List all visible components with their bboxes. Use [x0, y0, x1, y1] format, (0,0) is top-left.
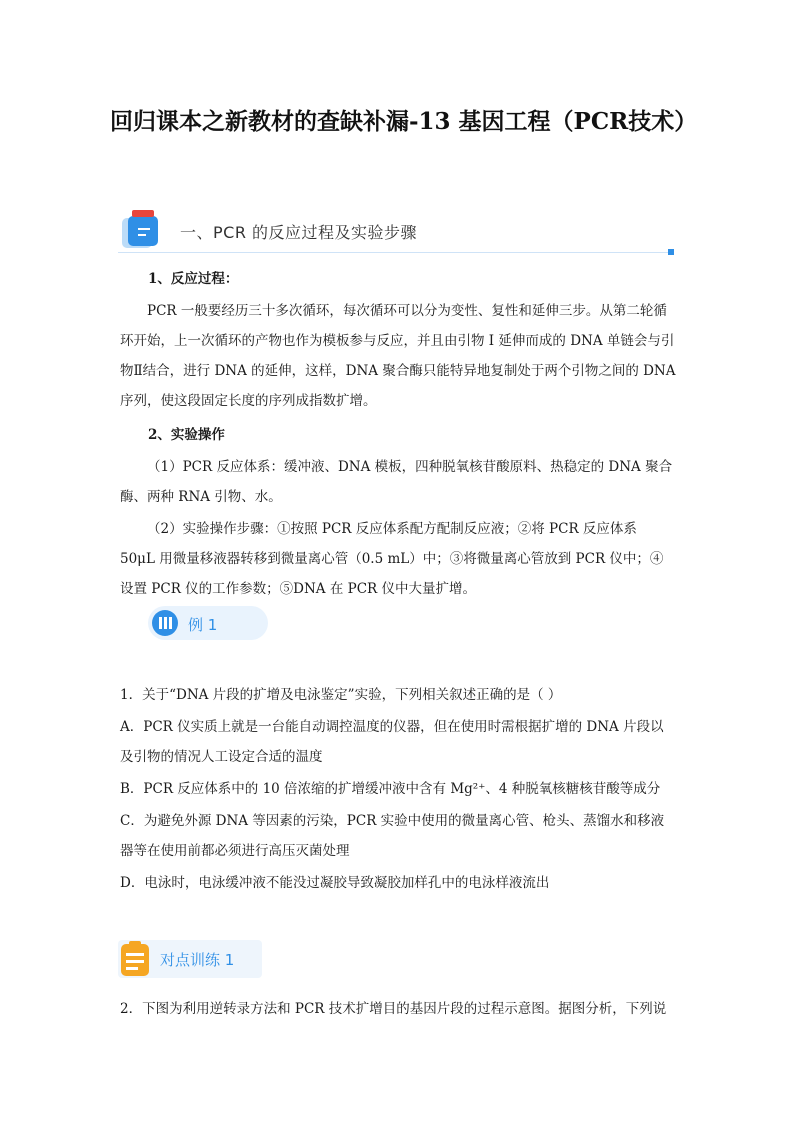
section-title: 一、PCR 的反应过程及实验步骤 [180, 223, 418, 242]
question-2-stem: 2．下图为利用逆转录方法和 PCR 技术扩增目的基因片段的过程示意图。据图分析，下列说 [120, 1001, 667, 1017]
document-title: 回归课本之新教材的查缺补漏-13 基因工程（PCR技术） [110, 108, 698, 135]
clipboard-icon [118, 940, 154, 978]
section-book-icon [118, 206, 164, 252]
paragraph-reaction-process: PCR 一般要经历三十多次循环，每次循环可以分为变性、复性和延伸三步。从第二轮循环开始，上一次循环的产物也作为模板参与反应，并且由引物 I 延伸而成的 DNA 单链会与引物Ⅱ结合，进行 DNA 的延伸，这样，DNA 聚合酶只能特异地复制处于两个引物之间的 DNA 序列，使这段固定长度的序列成指数扩增。 [120, 303, 676, 409]
example-badge [148, 606, 268, 640]
question-1-option-d: D．电泳时，电泳缓冲液不能没过凝胶导致凝胶加样孔中的电泳样液流出 [120, 875, 550, 891]
question-1-option-a: A．PCR 仪实质上就是一台能自动调控温度的仪器，但在使用时需根据扩增的 DNA 片段以及引物的情况人工设定合适的温度 [120, 719, 664, 765]
example-book-icon [152, 610, 178, 636]
question-1-option-c: C．为避免外源 DNA 等因素的污染，PCR 实验中使用的微量离心管、枪头、蒸馏水和移液器等在使用前都必须进行高压灭菌处理 [120, 813, 665, 859]
question-1-stem: 1．关于“DNA 片段的扩增及电泳鉴定”实验，下列相关叙述正确的是（ ） [120, 687, 562, 703]
subheading-reaction-process: 1、反应过程： [148, 271, 239, 287]
training-badge [118, 940, 262, 978]
question-1-option-b: B．PCR 反应体系中的 10 倍浓缩的扩增缓冲液中含有 Mg²⁺、4 种脱氧核糖核苷酸等成分 [120, 781, 661, 797]
paragraph-experiment-steps: （2）实验操作步骤：①按照 PCR 反应体系配方配制反应液；②将 PCR 反应体系 50μL 用微量移液器转移到微量离心管（0.5 mL）中；③将微量离心管放到 PCR 仪中；④设置 PCR 仪的工作参数；⑤DNA 在 PCR 仪中大量扩增。 [120, 521, 664, 597]
training-badge-label: 对点训练 1 [160, 951, 235, 969]
subheading-experiment: 2、实验操作 [148, 427, 225, 443]
paragraph-reaction-system: （1）PCR 反应体系：缓冲液、DNA 模板，四种脱氧核苷酸原料、热稳定的 DNA 聚合酶、两种 RNA 引物、水。 [120, 459, 673, 505]
section-header [118, 206, 674, 256]
example-badge-label: 例 1 [188, 616, 218, 634]
section-divider [118, 252, 674, 253]
section-divider-mark [668, 249, 674, 255]
